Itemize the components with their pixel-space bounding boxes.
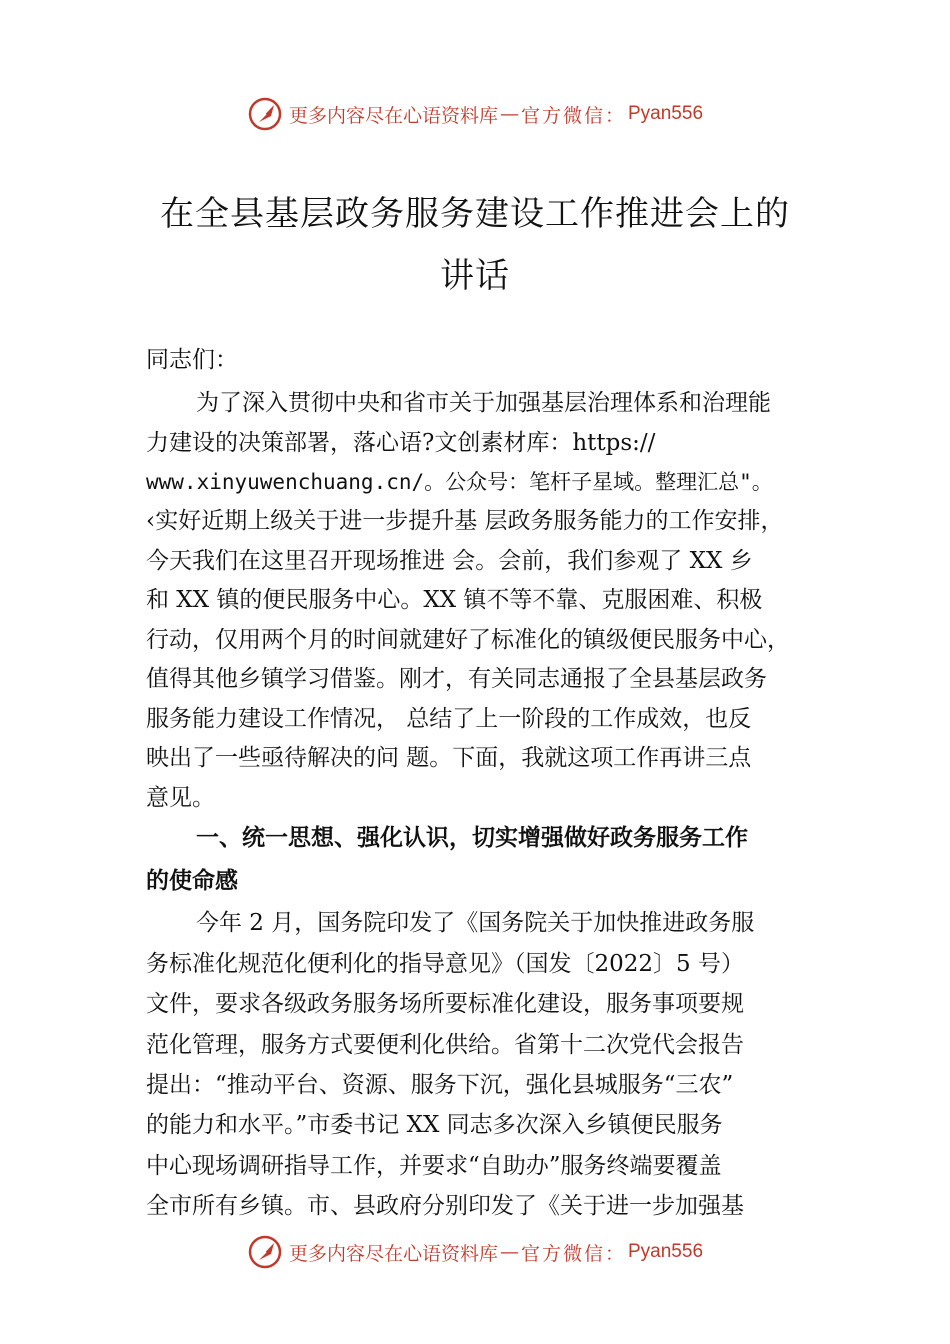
body-line: 提出：“推动平台、资源、服务下沉，强化县城服务“三农” bbox=[146, 1072, 734, 1098]
body-line: 今年 2 月，国务院印发了《国务院关于加快推进政务服 bbox=[196, 910, 755, 936]
site-name: 更多内容尽在心语资料库 bbox=[288, 104, 498, 127]
body-line: 值得其他乡镇学习借鉴。刚才，有关同志通报了全县基层政务 bbox=[146, 666, 767, 692]
body-line: 行动，仅用两个月的时间就建好了标准化的镇级便民服务中心， bbox=[146, 627, 790, 653]
banner-dash: — bbox=[499, 1241, 519, 1263]
wechat-label: 官方微信： bbox=[520, 1242, 626, 1265]
body-line: 今天我们在这里召开现场推进 会。会前，我们参观了 XX 乡 bbox=[146, 548, 753, 574]
document-title-line-2: 讲话 bbox=[440, 256, 510, 296]
body-line: 意见。 bbox=[146, 785, 215, 811]
wechat-account: Pyan556 bbox=[628, 103, 704, 124]
banner-dash: — bbox=[499, 103, 519, 125]
wechat-label: 官方微信： bbox=[520, 104, 626, 127]
body-line: 为了深入贯彻中央和省市关于加强基层治理体系和治理能 bbox=[196, 390, 771, 416]
body-line: 的能力和水平。”市委书记 XX 同志多次深入乡镇便民服务 bbox=[146, 1112, 723, 1138]
body-line: 文件，要求各级政务服务场所要标准化建设，服务事项要规 bbox=[146, 991, 744, 1017]
salutation: 同志们： bbox=[146, 347, 238, 373]
wechat-account: Pyan556 bbox=[628, 1241, 704, 1262]
body-line: 力建设的决策部署，落心语?文创素材库：https:// bbox=[146, 430, 656, 456]
document-title-line-1: 在全县基层政务服务建设工作推进会上的 bbox=[160, 194, 790, 234]
body-line: 映出了一些亟待解决的问 题。下面，我就这项工作再讲三点 bbox=[146, 745, 752, 771]
section-heading-1: 一、统一思想、强化认识，切实增强做好政务服务工作 bbox=[196, 825, 748, 851]
section-heading-1-cont: 的使命感 bbox=[146, 868, 238, 894]
header-watermark-banner bbox=[0, 94, 950, 134]
body-line: 中心现场调研指导工作，并要求“自助办”服务终端要覆盖 bbox=[146, 1153, 722, 1179]
body-line: 服务能力建设工作情况， 总结了上一阶段的工作成效，也反 bbox=[146, 706, 752, 732]
body-line-url: www.xinyuwenchuang.cn/。公众号：笔杆子星域。整理汇总"。 bbox=[146, 470, 773, 494]
quill-logo-icon bbox=[247, 1234, 283, 1270]
site-name: 更多内容尽在心语资料库 bbox=[288, 1242, 498, 1265]
body-line: 全市所有乡镇。市、县政府分别印发了《关于进一步加强基 bbox=[146, 1193, 744, 1219]
body-line: 范化管理，服务方式要便利化供给。省第十二次党代会报告 bbox=[146, 1032, 744, 1058]
body-line: 和 XX 镇的便民服务中心。XX 镇不等不靠、克服困难、积极 bbox=[146, 587, 763, 613]
quill-logo-icon bbox=[247, 96, 283, 132]
body-line: 务标准化规范化便利化的指导意见》（国发〔2022〕5 号） bbox=[146, 951, 744, 977]
footer-watermark-banner bbox=[0, 1232, 950, 1272]
body-line: ‹实好近期上级关于进一步提升基 层政务服务能力的工作安排， bbox=[146, 508, 784, 534]
